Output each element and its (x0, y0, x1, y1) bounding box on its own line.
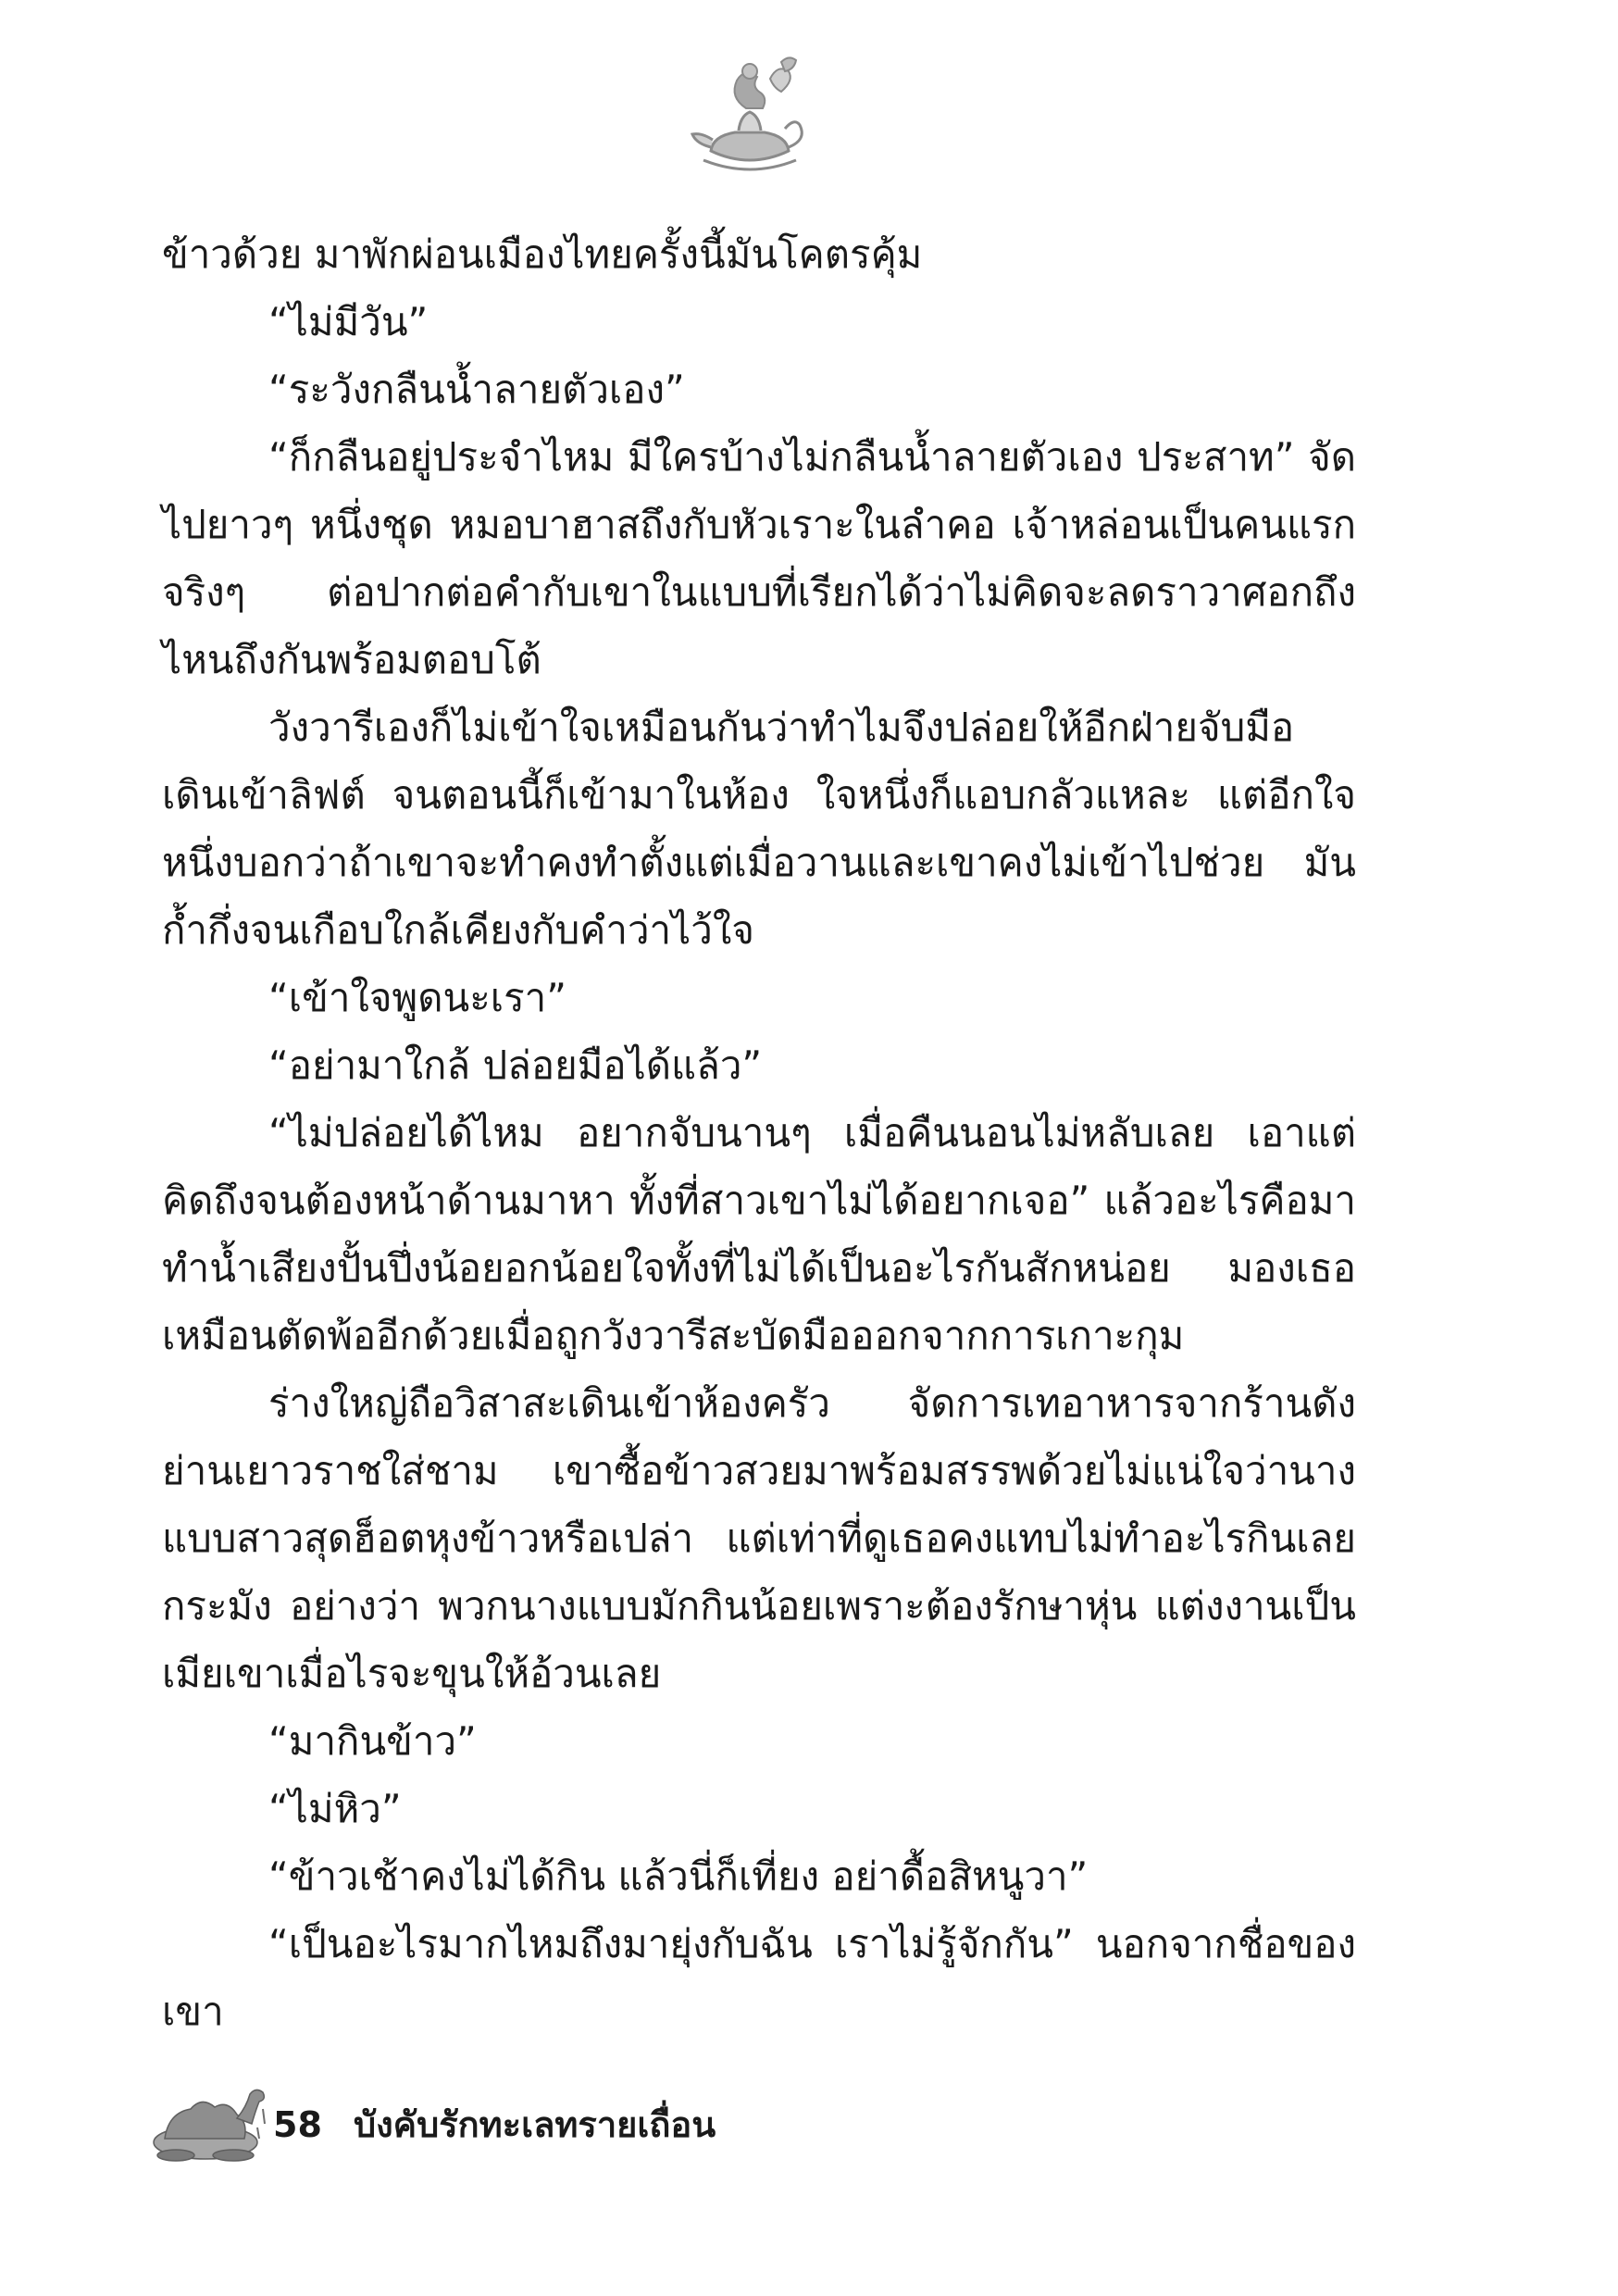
book-title: บังคับรักทะเลทรายเถื่อน (354, 2104, 716, 2145)
paragraph: “ไม่หิว” (268, 1786, 402, 1831)
paragraph: “ไม่ปล่อยได้ไหม อยากจับนานๆ เมื่อคืนนอนไม่หลับเลย เอาแต่คิดถึงจนต้องหน้าด้านมาหา ทั้งที่สาวเขาไม่ได้อยากเจอ” แล้วอะไรคือมาทำน้ำเสียงปั้นปึ่งน้อยอกน้อยใจทั้งที่ไม่ได้เป็นอะไรกันสักหน่อย มองเธอเหมือนตัดพ้ออีกด้วยเมื่อถูกวังวารีสะบัดมือออกจากการเกาะกุม (162, 1110, 1356, 1358)
paragraph: “เป็นอะไรมากไหมถึงมายุ่งกับฉัน เราไม่รู้จักกัน” นอกจากชื่อของเขา (162, 1921, 1356, 2034)
paragraph: “เข้าใจพูดนะเรา” (268, 975, 567, 1020)
paragraph: “ไม่มีวัน” (268, 299, 429, 344)
paragraph: “มากินข้าว” (268, 1718, 477, 1764)
paragraph: ร่างใหญ่ถือวิสาสะเดินเข้าห้องครัว จัดการเทอาหารจากร้านดังย่านเยาวราชใส่ชาม เขาซื้อข้าวสวยมาพร้อมสรรพด้วยไม่แน่ใจว่านางแบบสาวสุดฮ็อตหุงข้าวหรือเปล่า แต่เท่าที่ดูเธอคงแทบไม่ทำอะไรกินเลยกระมัง อย่างว่า พวกนางแบบมักกินน้อยเพราะต้องรักษาหุ่น แต่งงานเป็นเมียเขาเมื่อไรจะขุนให้อ้วนเลย (162, 1380, 1356, 1696)
paragraph: ข้าวด้วย มาพักผ่อนเมืองไทยครั้งนี้มันโคตรคุ้ม (162, 231, 923, 277)
paragraph: “อย่ามาใกล้ ปล่อยมือได้แล้ว” (268, 1042, 763, 1088)
camel-icon (148, 2081, 268, 2165)
page-footer (148, 2081, 1074, 2165)
paragraph: “ข้าวเช้าคงไม่ได้กิน แล้วนี่ก็เที่ยง อย่าดื้อสิหนูวา” (268, 1853, 1089, 1899)
page-number: 58 (273, 2104, 322, 2145)
paragraph: “ระวังกลืนน้ำลายตัวเอง” (268, 367, 685, 412)
body-text (162, 220, 1356, 2045)
paragraph: “ก็กลืนอยู่ประจำไหม มีใครบ้างไม่กลืนน้ำลายตัวเอง ประสาท” จัดไปยาวๆ หนึ่งชุด หมอบาฮาสถึงกับหัวเราะในลำคอ เจ้าหล่อนเป็นคนแรกจริงๆ ต่อปากต่อคำกับเขาในแบบที่เรียกได้ว่าไม่คิดจะลดราวาศอกถึงไหนถึงกันพร้อมตอบโต้ (162, 434, 1356, 682)
genie-lamp-icon (685, 51, 815, 181)
paragraph: วังวารีเองก็ไม่เข้าใจเหมือนกันว่าทำไมจึงปล่อยให้อีกฝ่ายจับมือเดินเข้าลิฟต์ จนตอนนี้ก็เข้ามาในห้อง ใจหนึ่งก็แอบกลัวแหละ แต่อีกใจหนึ่งบอกว่าถ้าเขาจะทำคงทำตั้งแต่เมื่อวานและเขาคงไม่เข้าไปช่วย มันก้ำกึ่งจนเกือบใกล้เคียงกับคำว่าไว้ใจ (162, 705, 1356, 953)
